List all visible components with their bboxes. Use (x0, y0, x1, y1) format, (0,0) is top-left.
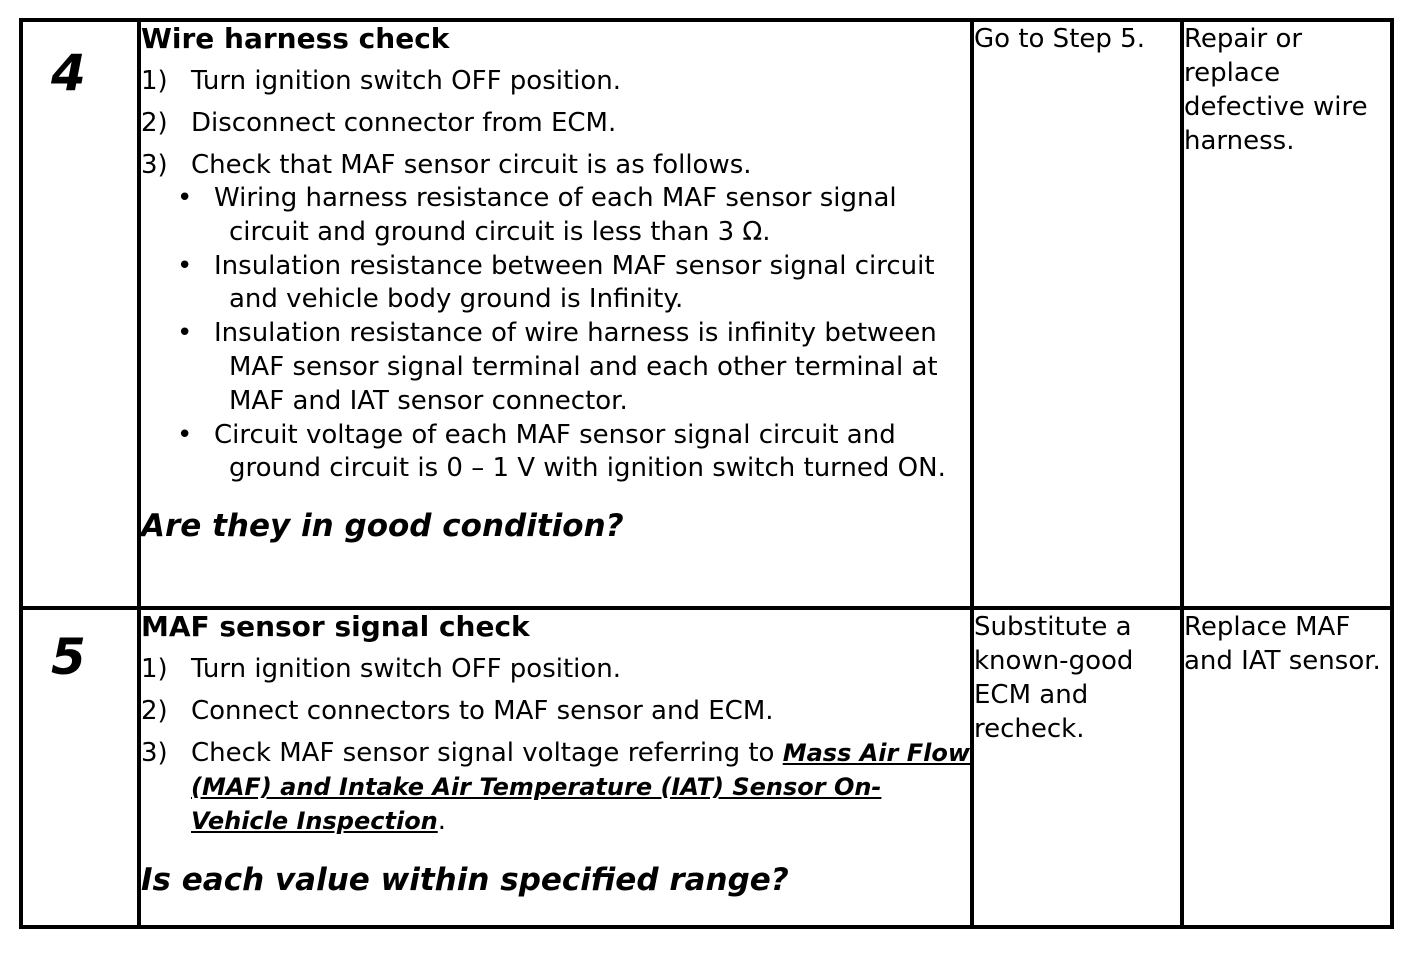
procedure-text: Check that MAF sensor circuit is as follows. (191, 150, 752, 180)
troubleshooting-table (19, 18, 1394, 929)
yes-result-cell: Go to Step 5. (972, 20, 1182, 608)
procedure-number: 1) (141, 654, 168, 684)
procedure-number: 1) (141, 66, 168, 96)
procedure-item (141, 148, 970, 182)
no-result-cell: Repair or replace defective wire harness. (1182, 20, 1392, 608)
bullet-text: Insulation resistance of wire harness is infinity between MAF sensor signal terminal and each other terminal at MAF and IAT sensor connector. (214, 318, 938, 416)
procedure-number: 2) (141, 696, 168, 726)
check-bullet-item (177, 419, 970, 487)
check-bullet-item (177, 182, 970, 250)
procedure-item (141, 652, 970, 686)
step-title: Wire harness check (141, 22, 450, 55)
step-title: MAF sensor signal check (141, 610, 530, 643)
procedure-number: 3) (141, 738, 168, 768)
procedure-text: Disconnect connector from ECM. (191, 108, 617, 138)
check-bullet-list (177, 182, 970, 486)
check-bullet-item (177, 317, 970, 418)
step-question: Is each value within specified range? (141, 862, 789, 898)
check-bullet-item (177, 250, 970, 318)
yes-result-cell: Substitute a known-good ECM and recheck. (972, 608, 1182, 927)
step-question: Are they in good condition? (141, 508, 624, 545)
step-row-4 (21, 20, 1392, 608)
bullet-icon: • (177, 419, 193, 450)
procedure-item (141, 694, 970, 728)
inspection-reference-link[interactable]: Mass Air Flow (MAF) and Intake Air Temperature (IAT) Sensor On-Vehicle Inspection (191, 739, 970, 835)
procedure-text: Connect connectors to MAF sensor and ECM. (191, 696, 774, 726)
step-number-cell (21, 608, 139, 927)
procedure-number: 3) (141, 150, 168, 180)
bullet-text: Insulation resistance between MAF sensor signal circuit and vehicle body ground is Infinity. (214, 250, 935, 315)
step-number: 5 (51, 628, 86, 686)
bullet-icon: • (177, 250, 193, 281)
procedure-item (141, 64, 970, 98)
bullet-text: Circuit voltage of each MAF sensor signal circuit and ground circuit is 0 – 1 V with ignition switch turned ON. (214, 419, 946, 484)
procedure-text (191, 736, 970, 838)
procedure-item (141, 736, 970, 838)
procedure-text: Turn ignition switch OFF position. (191, 66, 622, 96)
step-number-cell (21, 20, 139, 608)
procedure-list (141, 64, 970, 182)
procedure-item (141, 106, 970, 140)
step-number: 4 (51, 44, 86, 102)
procedure-list (141, 652, 970, 838)
bullet-icon: • (177, 318, 193, 349)
bullet-text: Wiring harness resistance of each MAF sensor signal circuit and ground circuit is less than 3 Ω. (214, 183, 897, 247)
procedure-text-suffix: . (437, 806, 447, 836)
procedure-text: Turn ignition switch OFF position. (191, 654, 622, 684)
bullet-icon: • (177, 183, 193, 213)
procedure-number: 2) (141, 108, 168, 138)
action-cell (139, 20, 972, 608)
action-cell (139, 608, 972, 927)
procedure-text-lead: Check MAF sensor signal voltage referring to (191, 738, 783, 768)
step-row-5 (21, 608, 1392, 927)
no-result-cell: Replace MAF and IAT sensor. (1182, 608, 1392, 927)
